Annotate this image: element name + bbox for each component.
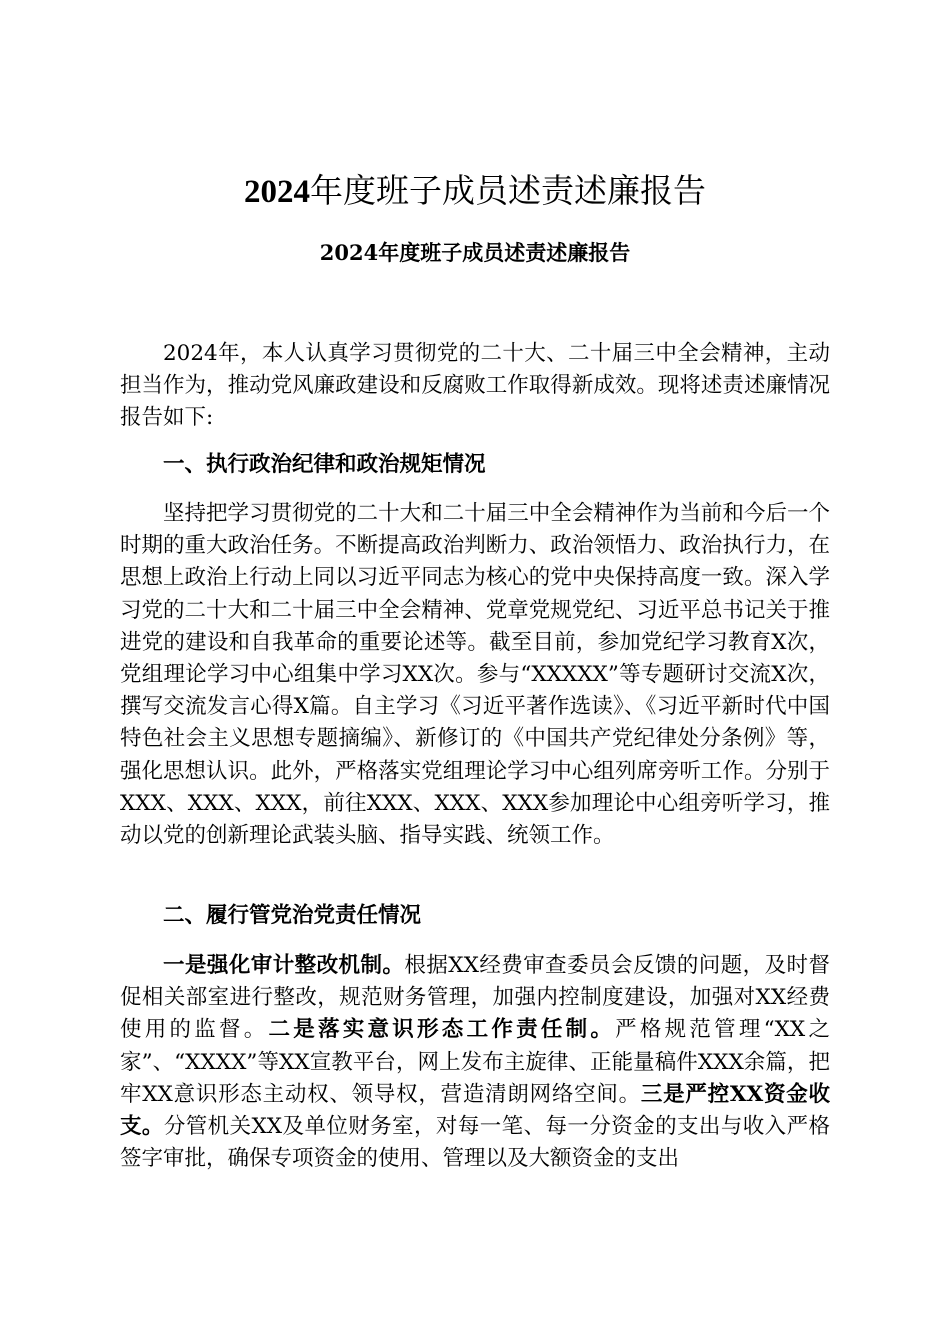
- item2-lead: 二是落实意识形态工作责任制。: [268, 1017, 616, 1043]
- section2-paragraph: [120, 950, 830, 1175]
- item1-lead: 一是强化审计整改机制。: [163, 953, 405, 978]
- item1-text: 根据XX经费审查委员会反馈的问题，及时督促相关部室进行整改，规范财务管理，加强内控制度建设，加强对XX经费使用的监督。: [120, 953, 830, 1043]
- document-title: [0, 168, 950, 215]
- document-title-year: 2024: [244, 174, 310, 210]
- section1-heading: 一、执行政治纪律和政治规矩情况: [163, 452, 486, 477]
- intro-paragraph: 2024年，本人认真学习贯彻党的二十大、二十届三中全会精神，主动担当作为，推动党风廉政建设和反腐败工作取得新成效。现将述责述廉情况报告如下:: [120, 341, 830, 431]
- item3-text: 分管机关XX及单位财务室，对每一笔、每一分资金的支出与收入严格签字审批，确保专项资金的使用、管理以及大额资金的支出: [120, 1114, 830, 1172]
- item3-lead: 三是严控XX资金收支。: [120, 1081, 830, 1140]
- section2-heading: 二、履行管党治党责任情况: [163, 903, 422, 928]
- item2-text: 严格规范管理“XX之家”、“XXXX”等XX宣教平台，网上发布主旋律、正能量稿件XXX余篇，把牢XX意识形态主动权、领导权，营造清朗网络空间。: [120, 1017, 830, 1107]
- section1-paragraph: 坚持把学习贯彻党的二十大和二十届三中全会精神作为当前和今后一个时期的重大政治任务。不断提高政治判断力、政治领悟力、政治执行力，在思想上政治上行动上同以习近平同志为核心的党中央保持高度一致。深入学习党的二十大和二十届三中全会精神、党章党规党纪、习近平总书记关于推进党的建设和自我革命的重要论述等。截至目前，参加党纪学习教育X次，党组理论学习中心组集中学习XX次。参与“XXXXX”等专题研讨交流X次，撰写交流发言心得X篇。自主学习《习近平著作选读》、《习近平新时代中国特色社会主义思想专题摘编》、新修订的《中国共产党纪律处分条例》等，强化思想认识。此外，严格落实党组理论学习中心组列席旁听工作。分别于XXX、XXX、XXX，前往XXX、XXX、XXX参加理论中心组旁听学习，推动以党的创新理论武装头脑、指导实践、统领工作。: [120, 501, 830, 849]
- document-subtitle: 2024年度班子成员述责述廉报告: [319, 240, 631, 265]
- document-title-text: 年度班子成员述责述廉报告: [310, 171, 706, 210]
